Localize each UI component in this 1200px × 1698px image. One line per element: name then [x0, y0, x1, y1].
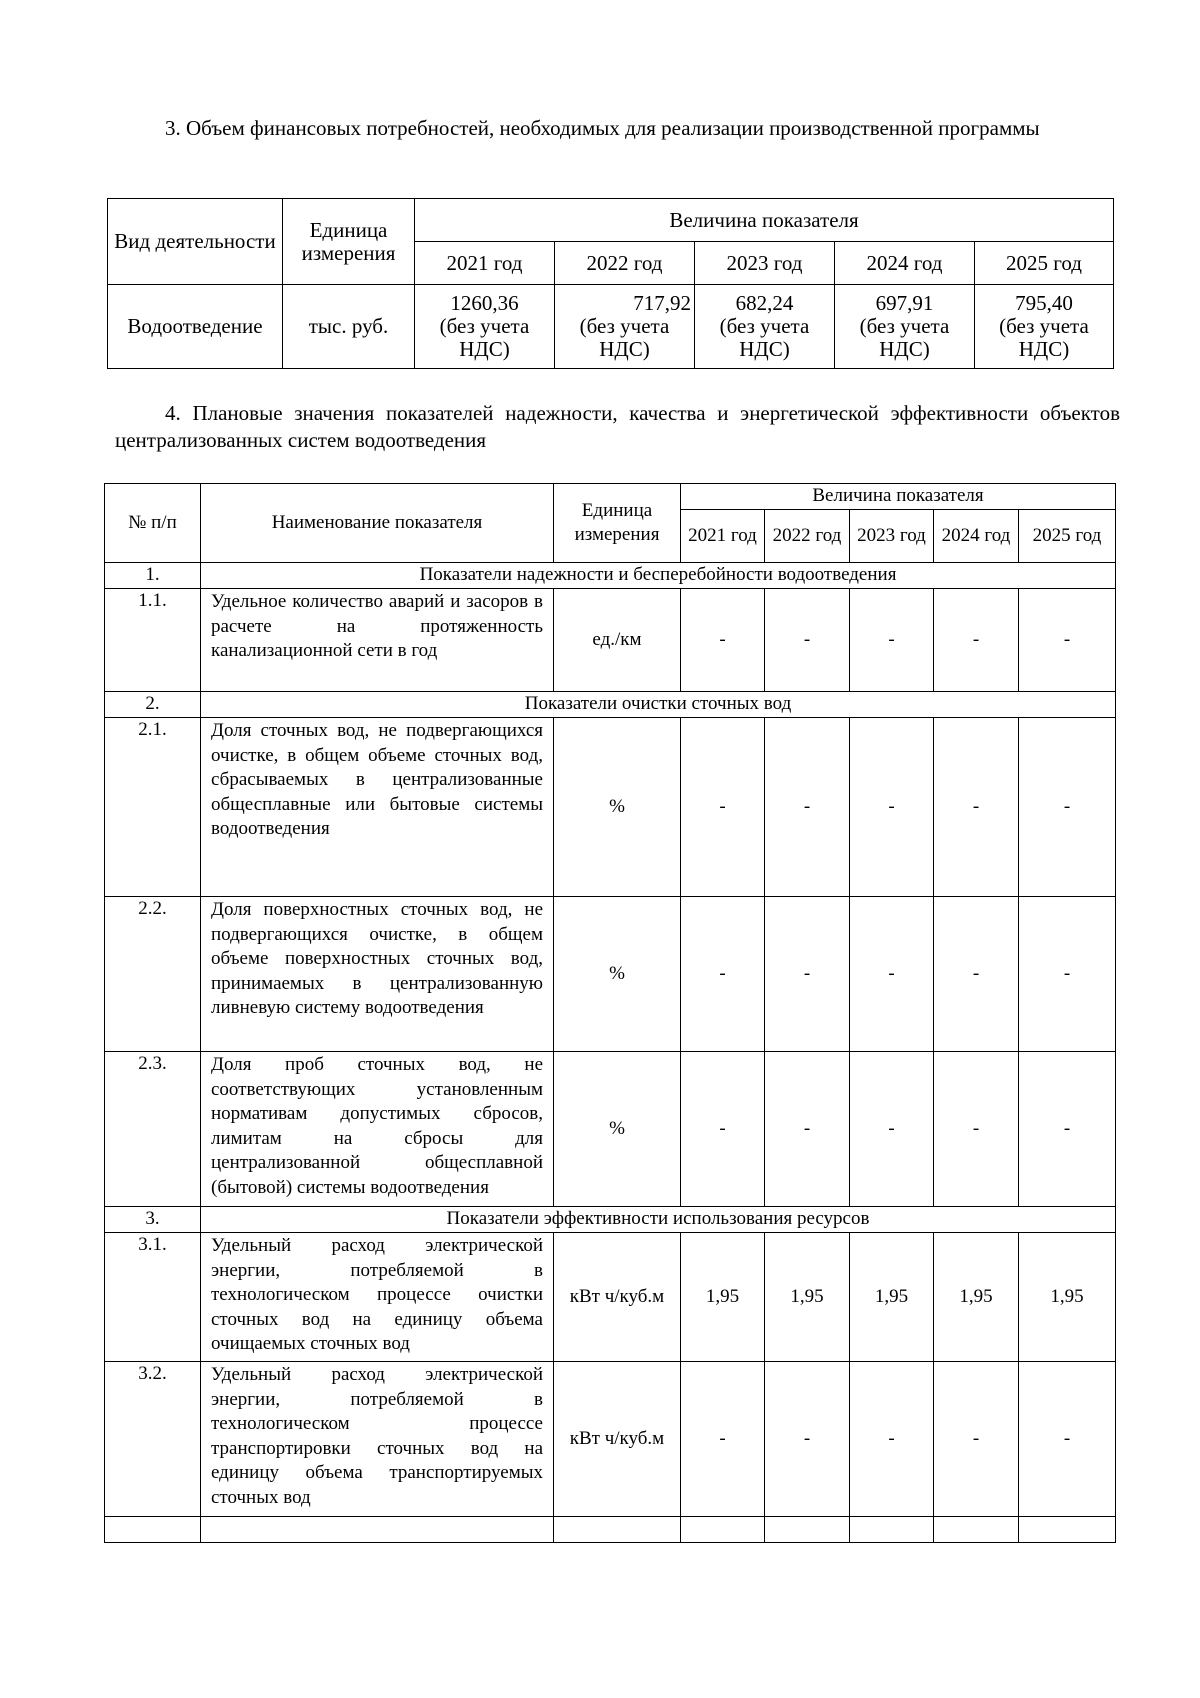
row-value: -: [934, 897, 1019, 1052]
row-value: -: [765, 718, 850, 897]
value-note: (без учета НДС): [999, 314, 1089, 361]
row-value: -: [1019, 897, 1116, 1052]
header-year: 2025 год: [975, 242, 1114, 285]
header-num: № п/п: [105, 484, 201, 563]
empty-cell: [850, 1517, 934, 1543]
indicators-table: [104, 483, 1116, 1543]
row-unit: %: [554, 1052, 681, 1207]
row-activity: Водоотведение: [108, 285, 283, 369]
row-value: -: [850, 718, 934, 897]
value-note: (без учета НДС): [579, 314, 670, 361]
row-value: -: [1019, 1362, 1116, 1517]
row-value: 1,95: [1019, 1233, 1116, 1362]
row-value: -: [1019, 718, 1116, 897]
row-value: -: [934, 1362, 1019, 1517]
header-unit: Единица измерения: [554, 484, 681, 563]
empty-cell: [554, 1517, 681, 1543]
row-unit: кВт ч/куб.м: [554, 1362, 681, 1517]
row-value: -: [681, 1362, 765, 1517]
row-value: -: [934, 1052, 1019, 1207]
value-note: (без учета НДС): [439, 314, 530, 361]
group-title: Показатели надежности и бесперебойности водоотведения: [201, 563, 1116, 589]
value-number: 682,24: [735, 291, 794, 315]
group-num: 2.: [105, 692, 201, 718]
header-name: Наименование показателя: [201, 484, 554, 563]
row-value: -: [934, 718, 1019, 897]
row-name: Доля сточных вод, не подвергающихся очистке, в общем объеме сточных вод, сбрасываемых в централизованные общесплавные или бытовые системы водоотведения: [201, 718, 554, 897]
row-value: -: [1019, 1052, 1116, 1207]
row-value: -: [765, 589, 850, 692]
header-year: 2023 год: [695, 242, 835, 285]
empty-cell: [765, 1517, 850, 1543]
financial-needs-table: [107, 198, 1114, 369]
value-number: 717,92: [633, 291, 691, 315]
value-cell: [415, 285, 555, 369]
header-year: 2025 год: [1019, 510, 1116, 563]
row-name: Удельное количество аварий и засоров в расчете на протяженность канализационной сети в год: [201, 589, 554, 692]
value-number: 697,91: [875, 291, 934, 315]
group-num: 3.: [105, 1207, 201, 1233]
row-value: 1,95: [850, 1233, 934, 1362]
header-value: Величина показателя: [415, 199, 1114, 242]
empty-cell: [105, 1517, 201, 1543]
value-number: 795,40: [1015, 291, 1073, 315]
value-cell: [975, 285, 1114, 369]
value-note: (без учета НДС): [859, 314, 950, 361]
row-value: -: [765, 897, 850, 1052]
header-year: 2021 год: [681, 510, 765, 563]
row-value: -: [681, 1052, 765, 1207]
header-year: 2021 год: [415, 242, 555, 285]
row-value: -: [1019, 589, 1116, 692]
row-value: -: [850, 1052, 934, 1207]
row-value: -: [850, 1362, 934, 1517]
row-value: -: [765, 1362, 850, 1517]
group-title: Показатели очистки сточных вод: [201, 692, 1116, 718]
row-num: 3.2.: [105, 1362, 201, 1517]
row-name: Удельный расход электрической энергии, потребляемой в технологическом процессе транспортировки сточных вод на единицу объема транспортируемых сточных вод: [201, 1362, 554, 1517]
row-value: 1,95: [765, 1233, 850, 1362]
row-name: Доля проб сточных вод, не соответствующих установленным нормативам допустимых сбросов, лимитам на сбросы для централизованной общесплавной (бытовой) системы водоотведения: [201, 1052, 554, 1207]
row-value: -: [681, 897, 765, 1052]
row-unit: кВт ч/куб.м: [554, 1233, 681, 1362]
row-value: -: [934, 589, 1019, 692]
value-note: (без учета НДС): [719, 314, 810, 361]
row-unit: ед./км: [554, 589, 681, 692]
section-4-title: 4. Плановые значения показателей надежности, качества и энергетической эффективности объектов централизованных систем водоотведения: [115, 401, 1120, 452]
row-unit: тыс. руб.: [283, 285, 415, 369]
empty-cell: [681, 1517, 765, 1543]
row-unit: %: [554, 897, 681, 1052]
empty-cell: [201, 1517, 554, 1543]
row-num: 1.1.: [105, 589, 201, 692]
row-num: 2.1.: [105, 718, 201, 897]
row-value: -: [681, 718, 765, 897]
row-num: 2.2.: [105, 897, 201, 1052]
empty-cell: [934, 1517, 1019, 1543]
value-number: 1260,36: [450, 291, 519, 315]
empty-cell: [1019, 1517, 1116, 1543]
header-value: Величина показателя: [681, 484, 1116, 510]
value-cell: [555, 285, 695, 369]
section-3-title: 3. Объем финансовых потребностей, необходимых для реализации производственной программы: [165, 116, 1040, 140]
row-value: -: [850, 589, 934, 692]
header-unit: Единица измерения: [283, 199, 415, 285]
row-value: -: [850, 897, 934, 1052]
value-cell: [695, 285, 835, 369]
row-name: Удельный расход электрической энергии, потребляемой в технологическом процессе очистки сточных вод на единицу объема очищаемых сточных вод: [201, 1233, 554, 1362]
header-activity: Вид деятельности: [108, 199, 283, 285]
row-value: 1,95: [934, 1233, 1019, 1362]
row-num: 2.3.: [105, 1052, 201, 1207]
header-year: 2023 год: [850, 510, 934, 563]
header-year: 2022 год: [765, 510, 850, 563]
row-unit: %: [554, 718, 681, 897]
group-num: 1.: [105, 563, 201, 589]
header-year: 2024 год: [934, 510, 1019, 563]
header-year: 2024 год: [835, 242, 975, 285]
row-value: -: [681, 589, 765, 692]
row-value: 1,95: [681, 1233, 765, 1362]
row-name: Доля поверхностных сточных вод, не подвергающихся очистке, в общем объеме поверхностных сточных вод, принимаемых в централизованную ливневую систему водоотведения: [201, 897, 554, 1052]
group-title: Показатели эффективности использования ресурсов: [201, 1207, 1116, 1233]
row-value: -: [765, 1052, 850, 1207]
header-year: 2022 год: [555, 242, 695, 285]
value-cell: [835, 285, 975, 369]
row-num: 3.1.: [105, 1233, 201, 1362]
